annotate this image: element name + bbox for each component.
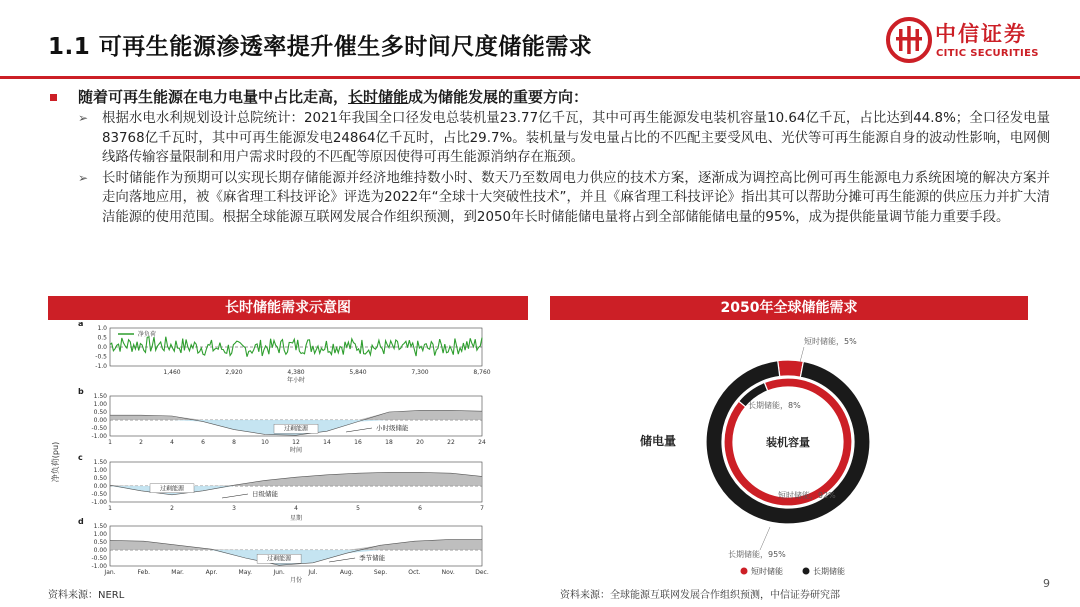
- legend-swatch: [803, 568, 810, 575]
- x-tick-label: Sep.: [373, 569, 388, 576]
- panel-letter: c: [78, 453, 83, 462]
- x-tick-label: Aug.: [339, 569, 354, 576]
- x-tick-label: 3: [232, 505, 236, 512]
- surplus-area: [110, 540, 482, 550]
- y-axis-label: 净负荷(pu): [51, 441, 60, 483]
- x-tick-label: Mar.: [171, 569, 184, 576]
- x-tick-label: May.: [238, 569, 253, 576]
- line-panel-a: [78, 322, 491, 384]
- inner-ring-name: 装机容量: [766, 436, 810, 449]
- panel-letter: b: [78, 387, 84, 396]
- logo-en-text: CITIC SECURITIES: [936, 48, 1039, 59]
- line-panel-d: [78, 514, 489, 584]
- y-tick-label: 0.5: [97, 334, 107, 342]
- sub-bullet-2: [50, 169, 1050, 228]
- x-tick-label: 18: [385, 439, 393, 446]
- bullet-square-icon: [50, 94, 57, 101]
- panel-letter: d: [78, 517, 84, 526]
- x-tick-label: 2,920: [225, 369, 243, 376]
- arrow-bullet-icon: ➢: [78, 111, 89, 125]
- x-tick-label: 24: [478, 439, 486, 446]
- outer-ring-name: 储电量: [640, 434, 677, 448]
- annotation-label: 过剩能源: [283, 425, 309, 433]
- y-tick-label: 1.50: [93, 393, 107, 400]
- y-tick-label: 1.50: [93, 523, 107, 530]
- left-panel-title: 长时储能需求示意图: [48, 296, 528, 320]
- y-tick-label: -1.00: [91, 433, 107, 440]
- x-tick-label: 1,460: [163, 369, 181, 376]
- x-tick-label: 1: [108, 439, 112, 446]
- legend-swatch: [741, 568, 748, 575]
- right-source: 资料来源：全球能源互联网发展合作组织预测，中信证券研究部: [560, 590, 840, 601]
- donut-slice: [778, 360, 804, 377]
- panel-axis-label: 星期: [289, 515, 303, 522]
- y-tick-label: -0.5: [95, 353, 107, 361]
- x-tick-label: 5,840: [349, 369, 367, 376]
- x-tick-label: Feb.: [137, 569, 151, 576]
- x-tick-label: 7: [480, 505, 484, 512]
- x-tick-label: Jan.: [104, 569, 116, 576]
- x-tick-label: Nov.: [441, 569, 455, 576]
- x-tick-label: 16: [354, 439, 362, 446]
- main-bullet-prefix: 随着可再生能源在电力电量中占比走高，: [78, 88, 349, 106]
- x-tick-label: 12: [292, 439, 300, 446]
- arrow-bullet-icon: ➢: [78, 170, 89, 185]
- x-axis-label: 年小时: [286, 377, 306, 384]
- annotation-label: 过剩能源: [267, 555, 292, 563]
- annotation-label: 日级储能: [252, 490, 278, 498]
- y-tick-label: -1.00: [91, 499, 107, 506]
- long-duration-storage-chart: [48, 322, 528, 584]
- x-tick-label: 4: [294, 505, 298, 512]
- left-source: 资料来源：NERL: [48, 590, 125, 601]
- x-tick-label: Jun.: [273, 569, 285, 576]
- donut-legend: [741, 566, 846, 576]
- y-tick-label: 0.00: [93, 483, 107, 490]
- right-panel-title: 2050年全球储能需求: [550, 296, 1028, 320]
- annotation-label: 过剩能源: [159, 485, 185, 493]
- x-tick-label: Oct.: [408, 569, 421, 576]
- x-tick-label: 1: [108, 505, 112, 512]
- main-bullet: [50, 86, 1050, 108]
- y-tick-label: 0.50: [93, 475, 107, 482]
- x-tick-label: 10: [261, 439, 269, 446]
- annotation-arrow: [222, 494, 248, 498]
- x-tick-label: 14: [323, 439, 331, 446]
- legend-label: 短时储能: [751, 567, 783, 576]
- legend-label: 长期储能: [813, 567, 845, 576]
- main-bullet-underlined: 长时储能: [348, 88, 409, 106]
- citic-logo-icon: [885, 16, 933, 64]
- x-tick-label: 4,380: [287, 369, 305, 376]
- y-tick-label: 1.00: [93, 531, 107, 538]
- y-tick-label: -1.00: [91, 563, 107, 570]
- x-tick-label: Apr.: [205, 569, 218, 576]
- header-divider: [0, 76, 1080, 79]
- y-tick-label: -0.50: [91, 491, 107, 498]
- x-axis-label: 时间: [289, 447, 303, 454]
- x-tick-label: 20: [416, 439, 424, 446]
- y-tick-label: 1.00: [93, 401, 107, 408]
- y-tick-label: 0.0: [97, 344, 107, 351]
- y-tick-label: -0.50: [91, 425, 107, 432]
- x-tick-label: 2: [170, 505, 174, 512]
- x-tick-label: 8: [232, 439, 236, 446]
- x-tick-label: 5: [356, 505, 360, 512]
- annotation-label: 小时级储能: [376, 424, 409, 432]
- citic-logo: [885, 14, 1050, 68]
- y-tick-label: -1.0: [95, 363, 107, 370]
- legend-label: 净负荷: [138, 331, 157, 338]
- annotation-arrow: [329, 558, 355, 562]
- x-tick-label: 4: [170, 439, 174, 446]
- sub-bullet-1-text: 根据水电水利规划设计总院统计：2021年我国全口径发电总装机量23.77亿千瓦，其中可再生能源发电装机容量10.64亿千瓦，占比达到44.8%；全口径发电量83768亿千瓦时，其中可再生能源发电24864亿千瓦时，占比29.7%。装机量与发电量占比的不匹配主要受风电、光伏等可再生能源自身的波动性影响，电网侧线路传输容量限制和用户需求时段的不匹配等原因使得可再生能源消纳存在瓶颈。: [102, 111, 1050, 165]
- slice-data-label: 短时储能，5%: [804, 337, 857, 346]
- y-tick-label: 0.50: [93, 409, 107, 416]
- page-number: 9: [1043, 577, 1050, 590]
- x-axis-label: 月份: [289, 577, 303, 584]
- leader-line: [800, 347, 804, 362]
- bullet-section: [50, 86, 1050, 227]
- slide-header: [0, 0, 1080, 78]
- y-tick-label: 0.50: [93, 539, 107, 546]
- slide-title: 1.1 可再生能源渗透率提升催生多时间尺度储能需求: [48, 34, 593, 60]
- leader-line: [760, 527, 770, 550]
- sub-bullet-1: [50, 109, 1050, 168]
- main-bullet-suffix: 成为储能发展的重要方向：: [408, 88, 589, 106]
- x-tick-label: Jul.: [308, 569, 318, 576]
- y-tick-label: 1.0: [97, 325, 107, 332]
- x-tick-label: 6: [418, 505, 422, 512]
- panel-letter: a: [78, 322, 84, 328]
- y-tick-label: 1.00: [93, 467, 107, 474]
- x-tick-label: 8,760: [473, 369, 491, 376]
- global-storage-demand-chart: [550, 322, 1028, 584]
- x-tick-label: 6: [201, 439, 205, 446]
- surplus-area: [110, 410, 482, 420]
- x-tick-label: 22: [447, 439, 455, 446]
- annotation-label: 季节储能: [359, 554, 386, 562]
- y-tick-label: 0.00: [93, 417, 107, 424]
- x-tick-label: Dec.: [475, 569, 489, 576]
- slice-data-label: 短时储能，92%: [778, 491, 836, 500]
- y-tick-label: 1.50: [93, 459, 107, 466]
- logo-cn-text: 中信证券: [935, 22, 1027, 46]
- line-panel-c: [78, 453, 484, 512]
- y-tick-label: 0.00: [93, 547, 107, 554]
- y-tick-label: -0.50: [91, 555, 107, 562]
- x-tick-label: 7,300: [411, 369, 429, 376]
- x-tick-label: 2: [139, 439, 143, 446]
- annotation-arrow: [346, 428, 372, 432]
- sub-bullet-2-text: 长时储能作为预期可以实现长期存储能源并经济地维持数小时、数天乃至数周电力供应的技术方案，逐渐成为调控高比例可再生能源电力系统困境的解决方案并走向落地应用，被《麻省理工科技评论》评选为2022年“全球十大突破性技术”，并且《麻省理工科技评论》指出其可以帮助分摊可再生能源的供应压力并扩大清洁能源的使用范围。根据全球能源互联网发展合作组织预测，到2050年长时储能储电量将占到全部储能储电量的95%，成为提供能量调节能力重要手段。: [102, 170, 1050, 225]
- slice-data-label: 长期储能，95%: [728, 550, 786, 559]
- line-panel-b: [78, 387, 486, 454]
- slice-data-label: 长期储能，8%: [748, 401, 801, 410]
